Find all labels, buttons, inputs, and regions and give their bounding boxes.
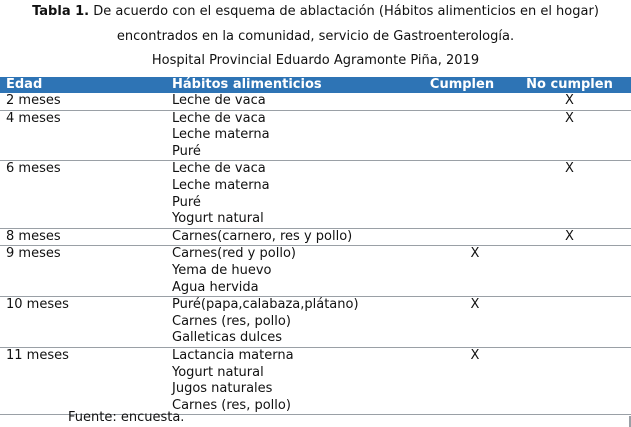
table-row <box>0 228 631 246</box>
cell-no-cumplen: X <box>565 93 574 108</box>
habit-item: Leche de vaca <box>172 161 266 177</box>
cell-no-cumplen <box>508 246 631 297</box>
header-cumplen: Cumplen <box>429 77 495 92</box>
cell-edad: 10 meses <box>6 297 69 313</box>
table-source: Fuente: encuesta. <box>68 410 185 425</box>
cell-no-cumplen: X <box>565 228 574 244</box>
cell-habitos <box>172 228 398 246</box>
cell-edad: 6 meses <box>6 161 61 177</box>
cell-cumplen: X <box>470 347 480 363</box>
table-caption-line-2: encontrados en la comunidad, servicio de Gastroenterología. <box>116 29 515 44</box>
habits-table <box>0 77 631 415</box>
habit-item: Leche materna <box>172 177 270 193</box>
habit-item: Puré(papa,calabaza,plátano) <box>172 297 359 313</box>
cell-edad: 2 meses <box>6 93 61 108</box>
habit-item: Agua hervida <box>172 279 259 295</box>
table-row <box>0 161 631 228</box>
habit-item: Carnes(red y pollo) <box>172 246 296 262</box>
table-body <box>0 93 631 415</box>
habit-item: Lactancia materna <box>172 347 294 363</box>
table-header <box>0 77 631 93</box>
table-row <box>0 110 631 161</box>
habit-item: Galleticas dulces <box>172 330 283 346</box>
cell-habitos <box>172 161 398 228</box>
habit-item: Yogurt natural <box>172 364 264 380</box>
cell-no-cumplen <box>508 347 631 414</box>
table-caption-line-3: Hospital Provincial Eduardo Agramonte Piña, 2019 <box>151 53 480 68</box>
cell-edad: 11 meses <box>6 347 69 363</box>
habit-item: Puré <box>172 194 201 210</box>
table-caption-text: De acuerdo con el esquema de ablactación (Hábitos alimenticios en el hogar) <box>89 4 599 19</box>
table-row <box>0 93 631 110</box>
cell-edad: 8 meses <box>6 228 61 244</box>
cell-habitos <box>172 297 398 348</box>
cell-cumplen <box>398 93 508 110</box>
cell-cumplen <box>398 161 508 228</box>
habit-item: Leche de vaca <box>172 110 266 126</box>
cell-habitos <box>172 246 398 297</box>
cell-cumplen: X <box>470 297 480 313</box>
cell-edad: 4 meses <box>6 110 61 126</box>
table-row <box>0 246 631 297</box>
habit-item: Yema de huevo <box>172 262 272 278</box>
habit-item: Puré <box>172 143 201 159</box>
habit-item: Leche materna <box>172 127 270 143</box>
cell-habitos <box>172 347 398 414</box>
habit-item: Jugos naturales <box>172 381 273 397</box>
habit-item: Carnes(carnero, res y pollo) <box>172 228 353 244</box>
habit-item: Carnes (res, pollo) <box>172 313 291 329</box>
header-row <box>0 77 631 93</box>
header-habitos: Hábitos alimenticios <box>172 77 322 92</box>
cell-cumplen: X <box>470 246 480 262</box>
habit-item: Yogurt natural <box>172 211 264 227</box>
table-row <box>0 347 631 414</box>
cell-no-cumplen <box>508 297 631 348</box>
cell-cumplen <box>398 110 508 161</box>
cell-no-cumplen: X <box>565 110 574 126</box>
cell-edad: 9 meses <box>6 246 61 262</box>
table-caption-label: Tabla 1. <box>32 4 90 19</box>
habit-item: Leche de vaca <box>172 93 266 108</box>
cell-cumplen <box>398 228 508 246</box>
cell-no-cumplen: X <box>565 161 574 177</box>
header-no-cumplen: No cumplen <box>526 77 613 92</box>
habit-item: Carnes (res, pollo) <box>172 397 291 413</box>
table-caption-line-1 <box>0 4 631 20</box>
table-row <box>0 297 631 348</box>
cell-habitos <box>172 93 398 110</box>
header-edad: Edad <box>6 77 43 92</box>
cell-habitos <box>172 110 398 161</box>
